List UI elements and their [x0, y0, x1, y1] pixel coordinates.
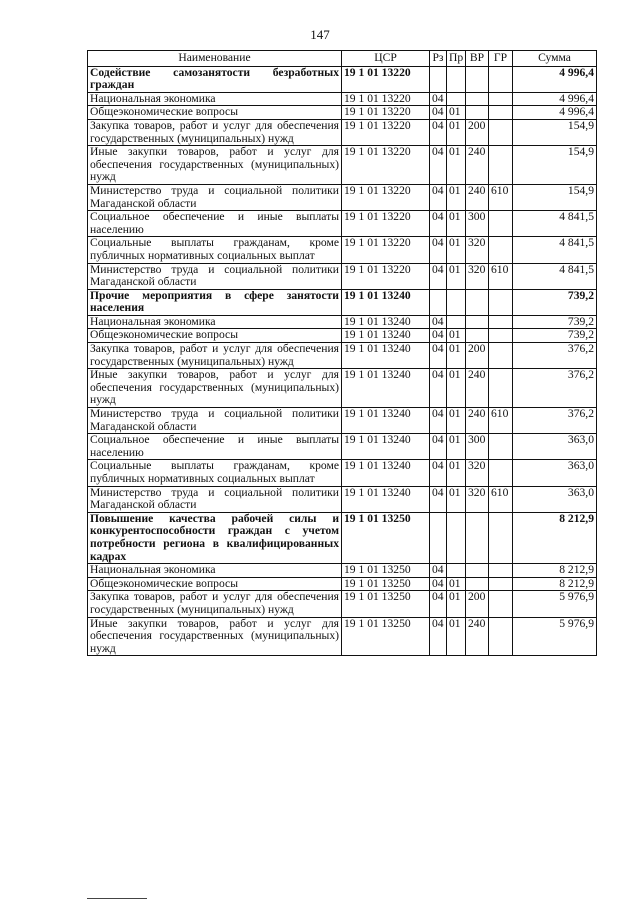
- header-sum: Сумма: [513, 51, 597, 67]
- cell-vr: 200: [466, 119, 489, 145]
- cell-pr: 01: [447, 591, 466, 617]
- cell-pr: 01: [447, 146, 466, 185]
- table-row: [88, 329, 597, 343]
- cell-rz: 04: [430, 577, 447, 591]
- cell-pr: 01: [447, 184, 466, 210]
- cell-pr: [447, 92, 466, 106]
- cell-sum: 4 996,4: [513, 66, 597, 92]
- cell-sum: 739,2: [513, 289, 597, 315]
- cell-pr: 01: [447, 237, 466, 263]
- cell-vr: 300: [466, 434, 489, 460]
- cell-rz: 04: [430, 617, 447, 656]
- cell-gr: 610: [489, 408, 513, 434]
- cell-sum: 363,0: [513, 460, 597, 486]
- cell-sum: 376,2: [513, 369, 597, 408]
- cell-gr: [489, 289, 513, 315]
- cell-name: Прочие мероприятия в сфере занятости населения: [88, 289, 342, 315]
- table-body: [88, 66, 597, 656]
- table-row: [88, 408, 597, 434]
- cell-rz: 04: [430, 369, 447, 408]
- cell-name: Закупка товаров, работ и услуг для обеспечения государственных (муниципальных) нужд: [88, 343, 342, 369]
- cell-name: Министерство труда и социальной политики Магаданской области: [88, 486, 342, 512]
- cell-rz: 04: [430, 119, 447, 145]
- cell-csr: 19 1 01 13240: [342, 315, 430, 329]
- cell-pr: 01: [447, 460, 466, 486]
- header-gr: ГР: [489, 51, 513, 67]
- cell-name: Иные закупки товаров, работ и услуг для обеспечения государственных (муниципальных) нужд: [88, 146, 342, 185]
- cell-sum: 4 841,5: [513, 263, 597, 289]
- cell-csr: 19 1 01 13220: [342, 263, 430, 289]
- cell-csr: 19 1 01 13250: [342, 564, 430, 578]
- cell-name: Социальные выплаты гражданам, кроме публичных нормативных социальных выплат: [88, 237, 342, 263]
- table-row: [88, 369, 597, 408]
- cell-rz: [430, 66, 447, 92]
- cell-name: Министерство труда и социальной политики Магаданской области: [88, 263, 342, 289]
- header-pr: Пр: [447, 51, 466, 67]
- cell-csr: 19 1 01 13240: [342, 486, 430, 512]
- cell-gr: [489, 434, 513, 460]
- cell-csr: 19 1 01 13250: [342, 512, 430, 563]
- cell-csr: 19 1 01 13220: [342, 106, 430, 120]
- table-row: [88, 106, 597, 120]
- table-row: [88, 263, 597, 289]
- cell-name: Закупка товаров, работ и услуг для обеспечения государственных (муниципальных) нужд: [88, 119, 342, 145]
- table-row: [88, 617, 597, 656]
- cell-pr: 01: [447, 408, 466, 434]
- cell-csr: 19 1 01 13240: [342, 329, 430, 343]
- cell-rz: 04: [430, 329, 447, 343]
- cell-pr: [447, 315, 466, 329]
- cell-csr: 19 1 01 13240: [342, 369, 430, 408]
- cell-gr: [489, 66, 513, 92]
- table-row: [88, 486, 597, 512]
- cell-pr: [447, 289, 466, 315]
- table-row: [88, 146, 597, 185]
- cell-csr: 19 1 01 13220: [342, 92, 430, 106]
- cell-name: Министерство труда и социальной политики Магаданской области: [88, 184, 342, 210]
- cell-gr: [489, 106, 513, 120]
- header-vr: ВР: [466, 51, 489, 67]
- header-rz: Рз: [430, 51, 447, 67]
- cell-sum: 154,9: [513, 184, 597, 210]
- cell-gr: 610: [489, 486, 513, 512]
- cell-name: Закупка товаров, работ и услуг для обеспечения государственных (муниципальных) нужд: [88, 591, 342, 617]
- cell-rz: 04: [430, 315, 447, 329]
- cell-vr: 240: [466, 617, 489, 656]
- cell-pr: 01: [447, 577, 466, 591]
- cell-csr: 19 1 01 13240: [342, 289, 430, 315]
- cell-vr: [466, 564, 489, 578]
- cell-rz: 04: [430, 106, 447, 120]
- cell-sum: 376,2: [513, 343, 597, 369]
- table-row: [88, 343, 597, 369]
- table-row: [88, 66, 597, 92]
- cell-sum: 5 976,9: [513, 617, 597, 656]
- cell-vr: 240: [466, 369, 489, 408]
- cell-name: Общеэкономические вопросы: [88, 577, 342, 591]
- cell-vr: [466, 66, 489, 92]
- header-name: Наименование: [88, 51, 342, 67]
- table-row: [88, 289, 597, 315]
- table-row: [88, 315, 597, 329]
- cell-vr: 240: [466, 408, 489, 434]
- cell-vr: 200: [466, 343, 489, 369]
- cell-gr: 610: [489, 184, 513, 210]
- table-row: [88, 591, 597, 617]
- cell-csr: 19 1 01 13220: [342, 237, 430, 263]
- cell-pr: 01: [447, 343, 466, 369]
- cell-pr: [447, 564, 466, 578]
- budget-table: [87, 50, 597, 656]
- cell-gr: [489, 146, 513, 185]
- cell-pr: [447, 66, 466, 92]
- cell-vr: [466, 512, 489, 563]
- cell-csr: 19 1 01 13220: [342, 211, 430, 237]
- cell-gr: [489, 237, 513, 263]
- cell-gr: [489, 343, 513, 369]
- cell-gr: [489, 211, 513, 237]
- table-row: [88, 460, 597, 486]
- cell-rz: 04: [430, 343, 447, 369]
- cell-name: Национальная экономика: [88, 92, 342, 106]
- cell-gr: [489, 369, 513, 408]
- cell-vr: [466, 106, 489, 120]
- cell-name: Общеэкономические вопросы: [88, 329, 342, 343]
- cell-csr: 19 1 01 13220: [342, 66, 430, 92]
- cell-vr: [466, 289, 489, 315]
- cell-name: Повышение качества рабочей силы и конкурентоспособности граждан с учетом потребности региона в квалифицированных кадрах: [88, 512, 342, 563]
- cell-gr: [489, 315, 513, 329]
- cell-csr: 19 1 01 13240: [342, 434, 430, 460]
- cell-name: Социальные выплаты гражданам, кроме публичных нормативных социальных выплат: [88, 460, 342, 486]
- bottom-rule: [87, 898, 147, 899]
- cell-name: Социальное обеспечение и иные выплаты населению: [88, 434, 342, 460]
- cell-pr: [447, 512, 466, 563]
- cell-gr: [489, 119, 513, 145]
- cell-pr: 01: [447, 434, 466, 460]
- cell-gr: [489, 460, 513, 486]
- cell-csr: 19 1 01 13240: [342, 460, 430, 486]
- cell-vr: 200: [466, 591, 489, 617]
- cell-sum: 154,9: [513, 119, 597, 145]
- cell-pr: 01: [447, 119, 466, 145]
- cell-gr: [489, 591, 513, 617]
- cell-sum: 739,2: [513, 329, 597, 343]
- cell-vr: 240: [466, 146, 489, 185]
- cell-gr: [489, 564, 513, 578]
- cell-vr: [466, 329, 489, 343]
- cell-name: Национальная экономика: [88, 315, 342, 329]
- cell-csr: 19 1 01 13250: [342, 591, 430, 617]
- cell-rz: 04: [430, 184, 447, 210]
- cell-rz: 04: [430, 146, 447, 185]
- cell-vr: 320: [466, 460, 489, 486]
- cell-rz: 04: [430, 92, 447, 106]
- cell-rz: 04: [430, 564, 447, 578]
- cell-name: Иные закупки товаров, работ и услуг для обеспечения государственных (муниципальных) нужд: [88, 369, 342, 408]
- cell-gr: 610: [489, 263, 513, 289]
- cell-rz: 04: [430, 237, 447, 263]
- header-csr: ЦСР: [342, 51, 430, 67]
- cell-pr: 01: [447, 211, 466, 237]
- cell-name: Министерство труда и социальной политики Магаданской области: [88, 408, 342, 434]
- cell-name: Иные закупки товаров, работ и услуг для обеспечения государственных (муниципальных) нужд: [88, 617, 342, 656]
- table-header-row: [88, 51, 597, 67]
- cell-name: Содействие самозанятости безработных граждан: [88, 66, 342, 92]
- cell-sum: 4 841,5: [513, 237, 597, 263]
- table-row: [88, 119, 597, 145]
- cell-pr: 01: [447, 106, 466, 120]
- cell-name: Общеэкономические вопросы: [88, 106, 342, 120]
- table-row: [88, 434, 597, 460]
- cell-rz: [430, 512, 447, 563]
- table-row: [88, 577, 597, 591]
- cell-rz: [430, 289, 447, 315]
- cell-rz: 04: [430, 486, 447, 512]
- cell-name: Социальное обеспечение и иные выплаты населению: [88, 211, 342, 237]
- table-row: [88, 564, 597, 578]
- cell-sum: 376,2: [513, 408, 597, 434]
- cell-sum: 8 212,9: [513, 512, 597, 563]
- cell-vr: 240: [466, 184, 489, 210]
- cell-rz: 04: [430, 263, 447, 289]
- cell-csr: 19 1 01 13250: [342, 577, 430, 591]
- cell-rz: 04: [430, 211, 447, 237]
- cell-pr: 01: [447, 329, 466, 343]
- cell-sum: 8 212,9: [513, 577, 597, 591]
- cell-rz: 04: [430, 408, 447, 434]
- cell-pr: 01: [447, 486, 466, 512]
- table-row: [88, 211, 597, 237]
- table-row: [88, 237, 597, 263]
- cell-gr: [489, 577, 513, 591]
- cell-vr: 300: [466, 211, 489, 237]
- cell-csr: 19 1 01 13220: [342, 119, 430, 145]
- cell-pr: 01: [447, 369, 466, 408]
- cell-sum: 5 976,9: [513, 591, 597, 617]
- cell-vr: 320: [466, 263, 489, 289]
- cell-rz: 04: [430, 434, 447, 460]
- cell-gr: [489, 329, 513, 343]
- cell-csr: 19 1 01 13220: [342, 146, 430, 185]
- cell-csr: 19 1 01 13250: [342, 617, 430, 656]
- table-row: [88, 512, 597, 563]
- table-row: [88, 92, 597, 106]
- cell-sum: 154,9: [513, 146, 597, 185]
- cell-csr: 19 1 01 13240: [342, 343, 430, 369]
- cell-vr: 320: [466, 237, 489, 263]
- cell-rz: 04: [430, 591, 447, 617]
- cell-pr: 01: [447, 263, 466, 289]
- cell-sum: 4 996,4: [513, 106, 597, 120]
- cell-sum: 4 841,5: [513, 211, 597, 237]
- cell-vr: [466, 577, 489, 591]
- cell-vr: [466, 92, 489, 106]
- cell-csr: 19 1 01 13220: [342, 184, 430, 210]
- cell-name: Национальная экономика: [88, 564, 342, 578]
- cell-sum: 8 212,9: [513, 564, 597, 578]
- cell-sum: 363,0: [513, 434, 597, 460]
- cell-gr: [489, 512, 513, 563]
- cell-sum: 363,0: [513, 486, 597, 512]
- cell-gr: [489, 617, 513, 656]
- cell-rz: 04: [430, 460, 447, 486]
- cell-sum: 739,2: [513, 315, 597, 329]
- cell-gr: [489, 92, 513, 106]
- cell-pr: 01: [447, 617, 466, 656]
- cell-sum: 4 996,4: [513, 92, 597, 106]
- table-row: [88, 184, 597, 210]
- cell-vr: [466, 315, 489, 329]
- cell-csr: 19 1 01 13240: [342, 408, 430, 434]
- page-number: 147: [310, 27, 330, 42]
- cell-vr: 320: [466, 486, 489, 512]
